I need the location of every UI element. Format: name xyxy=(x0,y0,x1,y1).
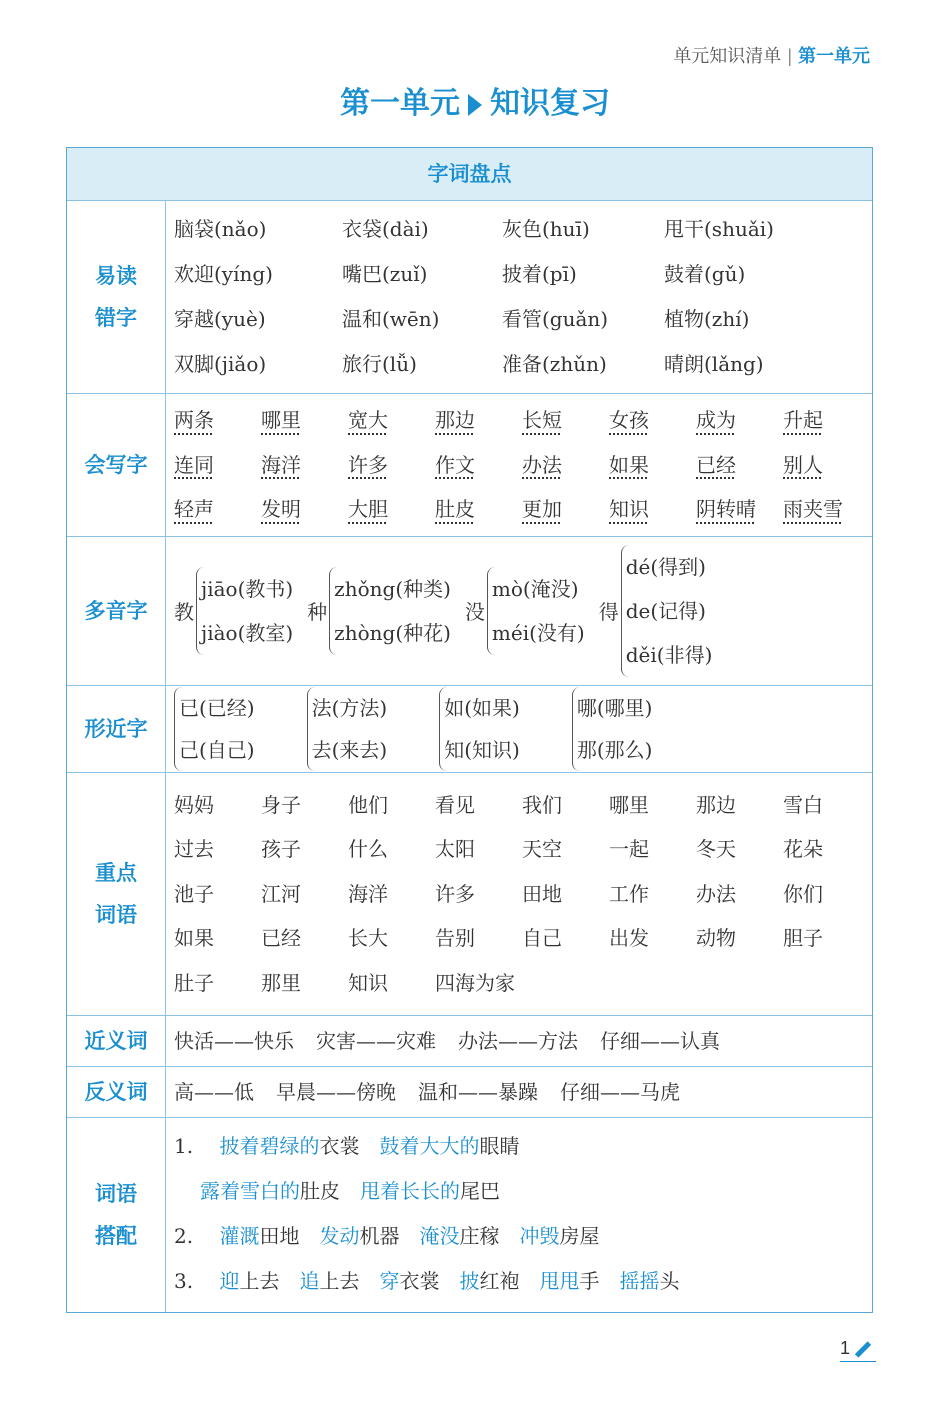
dapei-verb: 穿 xyxy=(379,1269,400,1293)
dapei-verb: 披着碧绿的 xyxy=(219,1134,320,1158)
label-fanyi: 反义词 xyxy=(67,1067,166,1117)
dapei-noun: 头 xyxy=(659,1269,680,1293)
dapei-phrase xyxy=(200,1179,340,1203)
zhongdian-word: 花朵 xyxy=(783,837,823,861)
row-xingjin xyxy=(67,685,872,772)
zhongdian-list xyxy=(166,773,877,1016)
huixie-word-text: 宽大 xyxy=(348,408,388,432)
dapei-noun: 上去 xyxy=(239,1269,280,1293)
huixie-word-text: 知识 xyxy=(609,497,649,521)
dapei-verb: 追 xyxy=(299,1269,320,1293)
huixie-word-text: 女孩 xyxy=(609,408,649,432)
duoyin-char: 得 xyxy=(598,600,619,624)
dapei-noun: 庄稼 xyxy=(459,1224,500,1248)
xingjin-pair xyxy=(174,687,255,771)
table-banner: 字词盘点 xyxy=(67,148,872,200)
duoyin-char: 种 xyxy=(307,600,328,624)
dapei-line xyxy=(174,1214,864,1259)
xingjin-item: 已(已经) xyxy=(179,695,255,720)
duoyin-reading: mò(淹没) xyxy=(491,576,579,601)
fanyi-list xyxy=(166,1067,872,1117)
yidu-word: 准备(zhǔn) xyxy=(502,352,607,376)
dapei-list xyxy=(166,1118,872,1312)
zhongdian-word: 哪里 xyxy=(609,792,649,817)
page-title xyxy=(0,78,950,122)
label-jinyi: 近义词 xyxy=(67,1016,166,1066)
huixie-word xyxy=(435,443,522,488)
duoyin-list xyxy=(166,537,872,685)
zhongdian-word: 已经 xyxy=(261,926,301,950)
dapei-phrase xyxy=(619,1269,679,1293)
zhongdian-word: 长大 xyxy=(348,926,388,950)
yidu-word: 穿越(yuè) xyxy=(174,307,266,331)
huixie-word-text: 成为 xyxy=(696,408,736,432)
dapei-verb: 披 xyxy=(459,1269,480,1293)
huixie-word-text: 更加 xyxy=(522,497,562,521)
dapei-verb: 露着雪白的 xyxy=(200,1179,300,1203)
row-duoyin xyxy=(67,536,872,685)
yidu-word: 脑袋(nǎo) xyxy=(174,217,267,241)
dapei-phrase xyxy=(419,1224,499,1248)
huixie-word-text: 连同 xyxy=(174,452,214,477)
label-duoyin: 多音字 xyxy=(67,537,166,685)
zhongdian-word: 四海为家 xyxy=(435,970,515,995)
zhongdian-word: 过去 xyxy=(174,837,214,861)
huixie-word xyxy=(174,398,261,443)
title-right: 知识复习 xyxy=(490,86,610,121)
huixie-word-text: 哪里 xyxy=(261,408,301,432)
huixie-word-text: 办法 xyxy=(522,452,562,477)
banner-row xyxy=(67,148,872,200)
fanyi-pair: 温和——暴躁 xyxy=(418,1080,538,1104)
xingjin-item: 如(如果) xyxy=(444,695,520,720)
header-unit: 第一单元 xyxy=(798,46,870,66)
jinyi-list xyxy=(166,1016,872,1066)
duoyin-reading: zhǒng(种类) xyxy=(334,576,451,601)
duoyin-char: 没 xyxy=(464,600,485,624)
yidu-word: 甩干(shuǎi) xyxy=(664,217,774,241)
huixie-word-text: 两条 xyxy=(174,408,214,432)
huixie-word-text: 那边 xyxy=(435,408,475,432)
yidu-list xyxy=(166,201,872,393)
dapei-verb: 冲毁 xyxy=(519,1224,560,1248)
zhongdian-word: 那里 xyxy=(261,970,301,995)
huixie-word xyxy=(348,487,435,532)
dapei-noun: 红袍 xyxy=(479,1269,520,1293)
row-huixie xyxy=(67,393,872,536)
row-yidu xyxy=(67,200,872,393)
huixie-word xyxy=(348,443,435,488)
dapei-noun: 上去 xyxy=(319,1269,360,1293)
zhongdian-word: 胆子 xyxy=(783,926,823,950)
dapei-verb: 鼓着大大的 xyxy=(379,1134,480,1158)
huixie-word xyxy=(261,398,348,443)
huixie-list xyxy=(166,394,877,536)
huixie-word-text: 作文 xyxy=(435,452,475,477)
jinyi-pair: 灾害——灾难 xyxy=(316,1029,436,1053)
dapei-phrase xyxy=(174,1224,299,1248)
yidu-word: 披着(pī) xyxy=(502,262,577,286)
zhongdian-word: 冬天 xyxy=(696,837,736,861)
huixie-word-text: 许多 xyxy=(348,452,388,477)
huixie-word xyxy=(783,443,869,488)
dapei-verb: 甩着长长的 xyxy=(360,1179,460,1203)
duoyin-brace xyxy=(329,567,451,655)
duoyin-reading: dé(得到) xyxy=(625,554,706,579)
zhongdian-word: 孩子 xyxy=(261,837,301,861)
dapei-noun: 田地 xyxy=(259,1224,300,1248)
zhongdian-word: 太阳 xyxy=(435,837,475,861)
label-xingjin: 形近字 xyxy=(67,686,166,772)
huixie-word xyxy=(783,398,869,443)
dapei-noun: 房屋 xyxy=(559,1224,600,1248)
yidu-word: 嘴巴(zuǐ) xyxy=(342,262,428,286)
huixie-word xyxy=(435,487,522,532)
huixie-word xyxy=(348,398,435,443)
zhongdian-word: 身子 xyxy=(261,792,301,817)
huixie-word xyxy=(696,443,783,488)
fanyi-pair: 高——低 xyxy=(174,1080,254,1104)
duoyin-brace xyxy=(487,567,585,655)
huixie-word xyxy=(261,443,348,488)
dapei-phrase xyxy=(379,1269,439,1293)
dapei-phrase xyxy=(519,1224,599,1248)
zhongdian-word: 出发 xyxy=(609,926,649,950)
dapei-phrase xyxy=(299,1269,359,1293)
knowledge-table xyxy=(66,147,873,1313)
zhongdian-word: 雪白 xyxy=(783,792,823,817)
xingjin-item: 去(来去) xyxy=(311,737,388,762)
dapei-phrase xyxy=(319,1224,399,1248)
dapei-line xyxy=(174,1259,864,1304)
duoyin-reading: méi(没有) xyxy=(491,620,585,645)
pencil-icon xyxy=(855,1341,871,1357)
zhongdian-word: 他们 xyxy=(348,792,388,817)
huixie-word-text: 阴转晴 xyxy=(696,497,756,521)
huixie-word xyxy=(783,487,869,532)
label-zhongdian: 重点 词语 xyxy=(67,773,166,1016)
huixie-word-text: 别人 xyxy=(783,452,823,477)
yidu-word: 旅行(lǚ) xyxy=(342,352,417,376)
zhongdian-word: 如果 xyxy=(174,926,214,950)
zhongdian-word: 许多 xyxy=(435,881,475,906)
huixie-word xyxy=(609,443,696,488)
label-yidu: 易读 错字 xyxy=(67,201,166,393)
dapei-number: 1. xyxy=(174,1134,200,1158)
fanyi-pair: 早晨——傍晚 xyxy=(276,1080,396,1104)
duoyin-reading: jiāo(教书) xyxy=(201,576,294,601)
dapei-noun: 衣裳 xyxy=(319,1134,360,1158)
zhongdian-word: 你们 xyxy=(783,881,823,906)
yidu-word: 晴朗(lǎng) xyxy=(664,352,764,376)
huixie-word-text: 升起 xyxy=(783,408,823,432)
zhongdian-word: 自己 xyxy=(522,926,562,950)
xingjin-item: 那(那么) xyxy=(576,737,653,762)
dapei-noun: 眼睛 xyxy=(479,1134,520,1158)
dapei-noun: 尾巴 xyxy=(460,1179,500,1203)
jinyi-pair: 办法——方法 xyxy=(458,1029,578,1053)
dapei-noun: 肚皮 xyxy=(300,1179,340,1203)
zhongdian-word: 办法 xyxy=(696,881,736,906)
huixie-word xyxy=(609,487,696,532)
jinyi-pair: 仔细——认真 xyxy=(600,1029,720,1053)
dapei-noun: 机器 xyxy=(359,1224,400,1248)
dapei-phrase xyxy=(174,1269,279,1293)
duoyin-reading: zhòng(种花) xyxy=(334,620,451,645)
title-left: 第一单元 xyxy=(340,86,460,121)
huixie-word xyxy=(522,398,609,443)
yidu-word: 双脚(jiǎo) xyxy=(174,352,267,376)
huixie-word-text: 大胆 xyxy=(348,497,388,521)
huixie-word xyxy=(522,487,609,532)
zhongdian-word: 我们 xyxy=(522,792,562,817)
huixie-word-text: 长短 xyxy=(522,408,562,432)
duoyin-brace xyxy=(196,567,293,655)
xingjin-item: 哪(哪里) xyxy=(576,695,653,720)
huixie-word-text: 如果 xyxy=(609,452,649,477)
dapei-phrase xyxy=(539,1269,599,1293)
row-zhongdian xyxy=(67,772,872,1016)
row-jinyi xyxy=(67,1015,872,1066)
dapei-number: 2. xyxy=(174,1224,200,1248)
huixie-word xyxy=(696,487,783,532)
header-section: 单元知识清单 xyxy=(673,46,782,66)
label-huixie: 会写字 xyxy=(67,394,166,536)
running-header: 单元知识清单 | 第一单元 xyxy=(673,46,870,66)
yidu-word: 灰色(huī) xyxy=(502,217,590,241)
duoyin-reading: de(记得) xyxy=(625,598,706,623)
huixie-word xyxy=(609,398,696,443)
huixie-word xyxy=(435,398,522,443)
zhongdian-word: 江河 xyxy=(261,881,301,906)
zhongdian-word: 告别 xyxy=(435,926,475,950)
dapei-line xyxy=(174,1169,864,1214)
yidu-word: 鼓着(gǔ) xyxy=(664,262,746,286)
zhongdian-word: 知识 xyxy=(348,970,388,995)
xingjin-item: 法(方法) xyxy=(311,695,388,720)
yidu-word: 欢迎(yíng) xyxy=(174,262,273,286)
dapei-phrase xyxy=(379,1134,519,1158)
huixie-word xyxy=(174,487,261,532)
huixie-word xyxy=(174,443,261,488)
duoyin-group xyxy=(307,567,451,655)
dapei-verb: 甩甩 xyxy=(539,1269,580,1293)
huixie-word xyxy=(261,487,348,532)
zhongdian-word: 看见 xyxy=(435,792,475,817)
zhongdian-word: 一起 xyxy=(609,837,649,861)
duoyin-reading: jiào(教室) xyxy=(201,620,294,645)
zhongdian-word: 海洋 xyxy=(348,881,388,906)
zhongdian-word: 什么 xyxy=(348,837,388,861)
huixie-word-text: 已经 xyxy=(696,452,736,477)
dapei-phrase xyxy=(174,1134,359,1158)
yidu-word: 植物(zhí) xyxy=(664,307,750,331)
dapei-noun: 手 xyxy=(579,1269,600,1293)
zhongdian-word: 妈妈 xyxy=(174,792,214,817)
xingjin-pair xyxy=(307,687,388,771)
duoyin-reading: děi(非得) xyxy=(625,642,713,667)
huixie-word-text: 雨夹雪 xyxy=(783,497,843,521)
xingjin-pair xyxy=(572,687,653,771)
huixie-word xyxy=(696,398,783,443)
yidu-word: 衣袋(dài) xyxy=(342,217,429,241)
dapei-phrase xyxy=(360,1179,500,1203)
zhongdian-word: 动物 xyxy=(696,926,736,950)
huixie-word-text: 轻声 xyxy=(174,497,214,521)
label-dapei: 词语 搭配 xyxy=(67,1118,166,1312)
huixie-word xyxy=(522,443,609,488)
dapei-number: 3. xyxy=(174,1269,200,1293)
play-arrow-icon xyxy=(468,94,482,116)
duoyin-char: 教 xyxy=(174,600,194,624)
zhongdian-word: 那边 xyxy=(696,792,736,817)
jinyi-pair: 快活——快乐 xyxy=(174,1029,294,1053)
duoyin-group xyxy=(174,567,293,655)
yidu-word: 温和(wēn) xyxy=(342,307,440,331)
dapei-verb: 灌溉 xyxy=(219,1224,260,1248)
zhongdian-word: 池子 xyxy=(174,881,214,906)
duoyin-group xyxy=(465,567,585,655)
yidu-word: 看管(guǎn) xyxy=(502,307,609,331)
xingjin-item: 己(自己) xyxy=(179,737,255,762)
xingjin-list xyxy=(166,686,872,772)
dapei-line xyxy=(174,1124,864,1169)
dapei-phrase xyxy=(459,1269,519,1293)
row-fanyi xyxy=(67,1066,872,1117)
dapei-verb: 摇摇 xyxy=(619,1269,660,1293)
xingjin-pair xyxy=(439,687,520,771)
duoyin-group xyxy=(599,545,713,677)
page-number: 1 xyxy=(840,1338,876,1362)
dapei-noun: 衣裳 xyxy=(399,1269,440,1293)
zhongdian-word: 工作 xyxy=(609,881,649,906)
zhongdian-word: 肚子 xyxy=(174,970,214,995)
xingjin-item: 知(知识) xyxy=(444,737,520,762)
dapei-verb: 发动 xyxy=(319,1224,360,1248)
huixie-word-text: 海洋 xyxy=(261,452,301,477)
dapei-verb: 淹没 xyxy=(419,1224,460,1248)
dapei-verb: 迎 xyxy=(219,1269,240,1293)
zhongdian-word: 田地 xyxy=(522,881,562,906)
fanyi-pair: 仔细——马虎 xyxy=(560,1080,680,1104)
duoyin-brace xyxy=(621,545,713,677)
huixie-word-text: 发明 xyxy=(261,497,301,521)
zhongdian-word: 天空 xyxy=(522,837,562,861)
row-dapei xyxy=(67,1117,872,1312)
huixie-word-text: 肚皮 xyxy=(435,497,475,521)
